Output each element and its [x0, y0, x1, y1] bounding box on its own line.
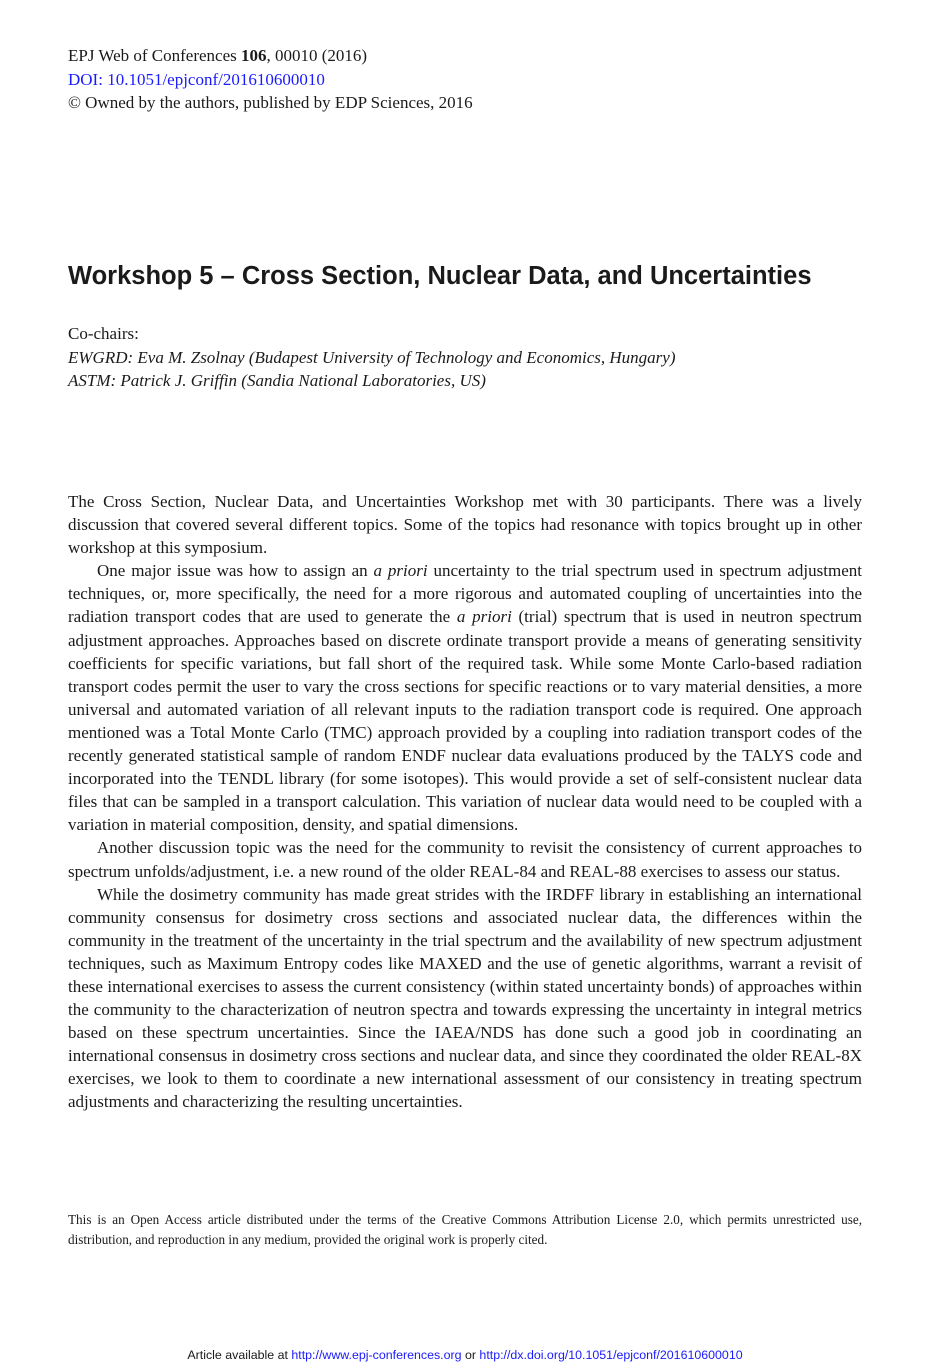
- paragraph-3: Another discussion topic was the need for the community to revisit the consistency of current approaches to spectrum unfolds/adjustment, i.e. a new round of the older REAL-84 and REAL-88 exercises to assess our status.: [68, 838, 862, 881]
- paragraph-1: The Cross Section, Nuclear Data, and Uncertainties Workshop met with 30 participants. There was a lively discussion that covered several different topics. Some of the topics had resonance with topics brought up in other workshop at this symposium.: [68, 492, 862, 558]
- paragraph-4: While the dosimetry community has made great strides with the IRDFF library in establishing an international community consensus for dosimetry cross sections and associated nuclear data, the differences within the community in the treatment of the uncertainty in the trial spectrum and the availability of new spectrum adjustment techniques, such as Maximum Entropy codes like MAXED and the use of genetic algorithms, warrant a revisit of these international exercises to assess the current consistency (within stated uncertainty bonds) of approaches within the community to the characterization of neutron spectra and towards expressing the uncertainty in integral metrics based on these spectrum uncertainties. Since the IAEA/NDS has done such a good job in coordinating an international consensus in dosimetry cross sections and nuclear data, and since they coordinated the older REAL-8X exercises, we look to them to coordinate a new international assessment of our consistency in treating spectrum adjustments and characterizing the resulting uncertainties.: [68, 884, 862, 1112]
- emphasis-a-priori-2: a priori: [456, 607, 512, 627]
- journal-name: EPJ Web of Conferences: [68, 46, 241, 65]
- copyright-line: © Owned by the authors, published by EDP Sciences, 2016: [68, 93, 473, 112]
- footer-or: or: [461, 1348, 480, 1362]
- journal-header: [68, 44, 473, 115]
- license-notice: This is an Open Access article distributed under the terms of the Creative Commons Attribution License 2.0, which permits unrestricted use, distribution, and reproduction in any medium, provided the original work is properly cited.: [68, 1212, 862, 1247]
- body-text: [68, 490, 862, 1114]
- doi-link[interactable]: DOI: 10.1051/epjconf/201610600010: [68, 69, 325, 89]
- cochair-2: ASTM: Patrick J. Griffin (Sandia National Laboratories, US): [68, 371, 486, 390]
- paragraph-2-text-a: One major issue was how to assign an: [97, 561, 374, 581]
- volume-number: 106: [241, 46, 267, 65]
- emphasis-a-priori: a priori: [373, 561, 428, 581]
- citation-line: [68, 44, 473, 68]
- paragraph-2-text-c: uncertainty to the trial spectrum used in spectrum adjustment techniques, or, more specifically, the need for a more rigorous and automated coupling of uncertainties into the radiation transport codes that are used to generate the: [68, 561, 862, 627]
- paragraph-2: [68, 559, 862, 836]
- footer-prefix: Article available at: [187, 1348, 292, 1362]
- cochairs-label: Co-chairs:: [68, 324, 139, 343]
- epj-website-link[interactable]: http://www.epj-conferences.org: [291, 1348, 462, 1362]
- cochairs-block: [68, 322, 675, 393]
- cochair-1: EWGRD: Eva M. Zsolnay (Budapest University of Technology and Economics, Hungary): [68, 347, 676, 367]
- doi-footer-link[interactable]: http://dx.doi.org/10.1051/epjconf/201610600010: [479, 1348, 743, 1362]
- paragraph-2-text-e: (trial) spectrum that is used in neutron spectrum adjustment approaches. Approaches based on discrete ordinate transport provide a means of generating sensitivity coefficients for specific variations, but fall short of the required task. While some Monte Carlo-based radiation transport codes permit the user to vary the cross sections for specific reactions or to vary material densities, a more universal and automated variation of all relevant inputs to the radiation transport code is required. One approach mentioned was a Total Monte Carlo (TMC) approach provided by a coupling into radiation transport codes of the recently generated statistical sample of random ENDF nuclear data evaluations produced by the TALYS code and incorporated into the TENDL library (for some isotopes). This would provide a set of self-consistent nuclear data files that can be sampled in a transport calculation. This variation of nuclear data would need to be coupled with a variation in material composition, density, and spatial dimensions.: [68, 607, 862, 835]
- article-number-year: , 00010 (2016): [266, 46, 368, 65]
- paper-title: Workshop 5 – Cross Section, Nuclear Data, and Uncertainties: [68, 262, 812, 290]
- article-footer: [0, 1348, 930, 1362]
